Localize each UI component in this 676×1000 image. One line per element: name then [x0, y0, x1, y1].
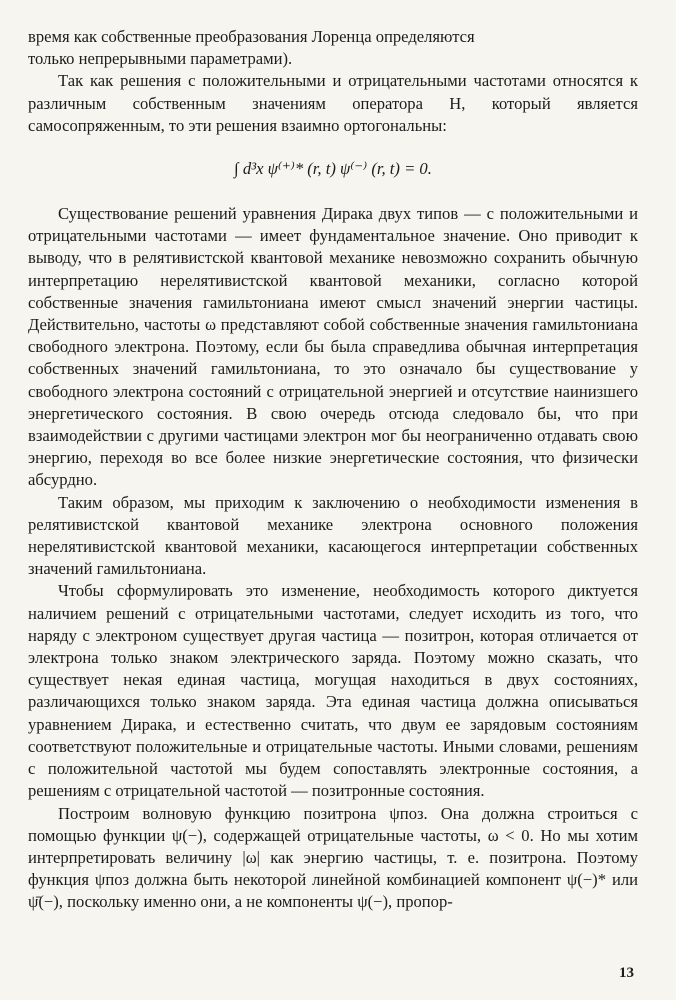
paragraph-dirac-solutions: Существование решений уравнения Дирака двух типов — с положительными и отрицательными частотами — имеет фундаментальное значение. Оно приводит к выводу, что в релятивистской квантовой механике невозможно сохранить обычную интерпретацию нерелятивистской квантовой механики, согласно которой собственные значения гамильтониана имеют смысл значений энергии частицы. Действительно, частоты ω представляют собой собственные значения гамильтониана свободного электрона. Поэтому, если бы была справедлива обычная интерпретация собственных значений гамильтониана, то это означало бы существование у свободного электрона состояний с отрицательной энергией и отсутствие наинизшего энергетического состояния. В свою очередь отсюда следовало бы, что при взаимодействии с другими частицами электрон мог бы неограниченно отдавать свою энергию, переходя во все более низкие энергетические состояния, что физически абсурдно.: [28, 204, 638, 490]
orthogonality-formula: ∫ d³x ψ⁽⁺⁾* (r, t) ψ⁽⁻⁾ (r, t) = 0.: [234, 159, 432, 179]
paragraph-wave-function: Построим волновую функцию позитрона ψпоз. Она должна строиться с помощью функции ψ(−), содержащей отрицательные частоты, ω < 0. Но мы хотим интерпретировать величину |ω| как энергию частицы, т. е. позитрона. Поэтому функция ψпоз должна быть некоторой линейной комбинацией компонент ψ(−)* или ψ̄(−), поскольку именно они, а не компоненты ψ(−), пропор-: [28, 803, 638, 912]
paragraph-positron: Чтобы сформулировать это изменение, необходимость которого диктуется наличием решений с отрицательными частотами, следует исходить из того, что наряду с электроном существует другая частица — позитрон, которая отличается от электрона только знаком электрического заряда. Поэтому можно сказать, что существует некая единая частица, могущая находиться в двух состояниях, различающихся только знаком заряда. Эта единая частица должна описываться уравнением Дирака, и естественно считать, что двум ее зарядовым состояниям соответствуют положительные и отрицательные частоты. Иными словами, решениям с положительной частотой мы будем сопоставлять электронные состояния, а решениям с отрицательной частотой — позитронные состояния.: [28, 581, 638, 801]
paragraph-continuation: время как собственные преобразования Лоренца определяются только непрерывными параметрами).: [28, 27, 475, 69]
paragraph-conclusion: Таким образом, мы приходим к заключению о необходимости изменения в релятивистской квантовой механике электрона основного положения нерелятивистской квантовой механики, касающегося интерпретации собственных значений гамильтониана.: [28, 492, 638, 579]
paragraph-orthogonality: Так как решения с положительными и отрицательными частотами относятся к различным собственным значениям оператора H, который является самосопряженным, то эти решения взаимно ортогональны:: [28, 71, 638, 135]
page-number: 13: [619, 965, 634, 981]
